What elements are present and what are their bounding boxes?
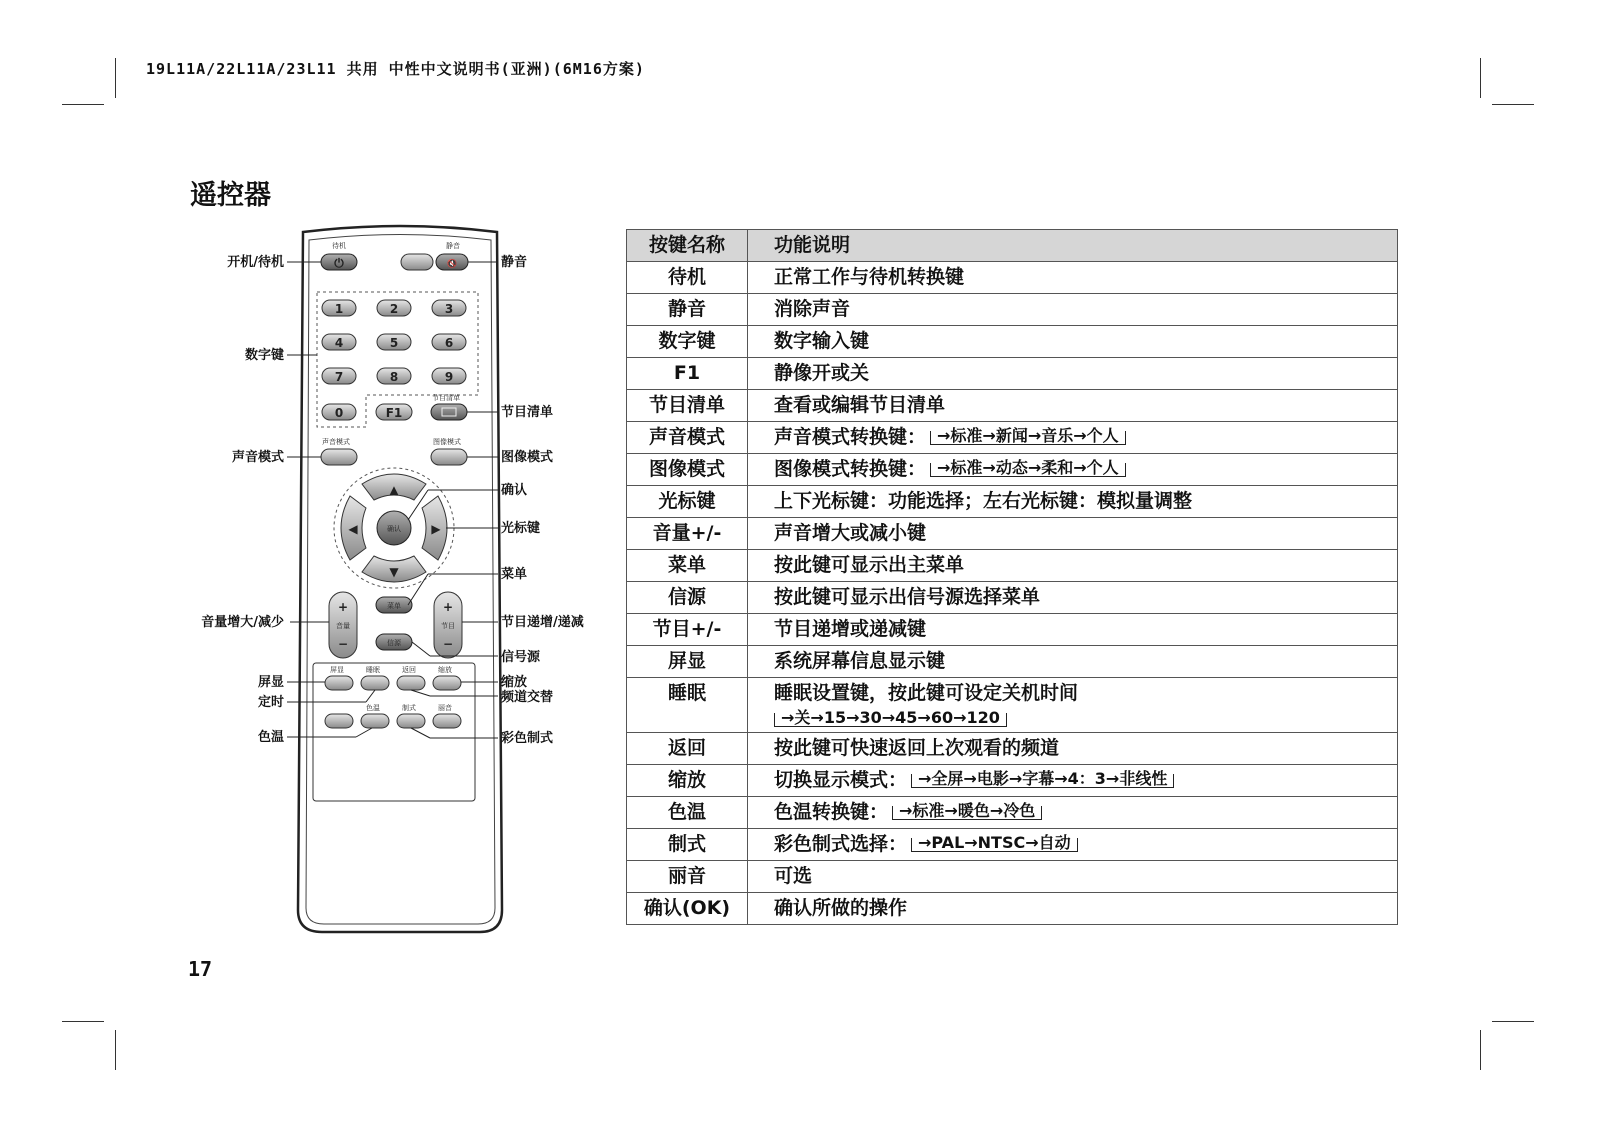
svg-text:−: − bbox=[442, 637, 454, 651]
callout-power: 开机/待机 bbox=[227, 255, 284, 270]
key-name-cell: 静音 bbox=[627, 294, 748, 326]
number-key-label: 1 bbox=[334, 302, 344, 316]
table-row bbox=[627, 486, 1398, 518]
key-name-cell: 数字键 bbox=[627, 326, 748, 358]
function-description-cell bbox=[748, 829, 1398, 861]
callout-sound-mode: 声音模式 bbox=[231, 450, 284, 465]
table-row bbox=[627, 646, 1398, 678]
function-description-cell bbox=[748, 893, 1398, 925]
table-row bbox=[627, 422, 1398, 454]
key-name-cell: 节目+/- bbox=[627, 614, 748, 646]
picture-mode-key-label: 图像模式 bbox=[433, 438, 461, 446]
table-row bbox=[627, 294, 1398, 326]
key-name-cell: 图像模式 bbox=[627, 454, 748, 486]
function-description-cell bbox=[748, 646, 1398, 678]
program-list-button bbox=[431, 404, 467, 420]
svg-text:▼: ▼ bbox=[389, 565, 399, 579]
description-text: 按此键可快速返回上次观看的频道 bbox=[774, 737, 1060, 759]
number-key-label: 5 bbox=[389, 336, 399, 350]
table-row bbox=[627, 893, 1398, 925]
key-name-cell: 待机 bbox=[627, 262, 748, 294]
svg-text:F1: F1 bbox=[385, 406, 403, 420]
function-description-cell bbox=[748, 390, 1398, 422]
page-number: 17 bbox=[188, 957, 213, 981]
crop-mark bbox=[1492, 104, 1534, 105]
table-header-row bbox=[627, 230, 1398, 262]
function-description-cell bbox=[748, 861, 1398, 893]
mute-key-label: 静音 bbox=[446, 242, 460, 250]
description-text: 查看或编辑节目清单 bbox=[774, 394, 946, 416]
description-text: 图像模式转换键： bbox=[774, 458, 927, 480]
description-text: 上下光标键：功能选择；左右光标键：模拟量调整 bbox=[774, 490, 1193, 512]
description-text: 数字输入键 bbox=[774, 330, 870, 352]
description-text: 色温转换键： bbox=[774, 801, 889, 823]
callout-return: 频道交替 bbox=[501, 690, 554, 705]
cycle-sequence: →标准→动态→柔和→个人 bbox=[930, 463, 1126, 477]
page-title: 遥控器 bbox=[190, 180, 271, 211]
cycle-sequence: →关→15→30→45→60→120 bbox=[774, 713, 1007, 727]
table-row bbox=[627, 733, 1398, 765]
svg-text:⏻: ⏻ bbox=[334, 256, 344, 270]
document-header: 19L11A/22L11A/23L11 共用 中性中文说明书(亚洲)(6M16方案) bbox=[146, 60, 645, 78]
key-name-cell: 制式 bbox=[627, 829, 748, 861]
column-header-key-name: 按键名称 bbox=[627, 230, 748, 262]
crop-mark bbox=[1480, 1030, 1481, 1070]
description-text: 确认所做的操作 bbox=[774, 897, 908, 919]
svg-text:▶: ▶ bbox=[431, 522, 441, 536]
table-row bbox=[627, 829, 1398, 861]
crop-mark bbox=[1492, 1021, 1534, 1022]
table-row bbox=[627, 262, 1398, 294]
svg-text:🔇: 🔇 bbox=[447, 259, 457, 268]
callout-source: 信号源 bbox=[501, 650, 541, 665]
function-description-cell bbox=[748, 326, 1398, 358]
table-row bbox=[627, 326, 1398, 358]
blank-button bbox=[325, 714, 353, 728]
callout-cursor: 光标键 bbox=[501, 521, 541, 536]
description-text: 节目递增或递减键 bbox=[774, 618, 927, 640]
cycle-sequence: →标准→暖色→冷色 bbox=[892, 806, 1042, 820]
description-text: 静像开或关 bbox=[774, 362, 870, 384]
power-key-label: 待机 bbox=[332, 242, 346, 250]
svg-text:屏显: 屏显 bbox=[330, 666, 344, 674]
function-description-cell bbox=[748, 262, 1398, 294]
key-name-cell: 信源 bbox=[627, 582, 748, 614]
function-description-cell bbox=[748, 765, 1398, 797]
callout-mute: 静音 bbox=[501, 255, 528, 270]
cycle-sequence: →PAL→NTSC→自动 bbox=[911, 838, 1078, 852]
description-text: 系统屏幕信息显示键 bbox=[774, 650, 946, 672]
key-name-cell: 屏显 bbox=[627, 646, 748, 678]
svg-text:返回: 返回 bbox=[402, 666, 416, 674]
key-name-cell: 光标键 bbox=[627, 486, 748, 518]
svg-text:确认: 确认 bbox=[387, 525, 401, 533]
key-name-cell: 丽音 bbox=[627, 861, 748, 893]
key-name-cell: 声音模式 bbox=[627, 422, 748, 454]
svg-text:丽音: 丽音 bbox=[438, 704, 452, 712]
crop-mark bbox=[1480, 58, 1481, 98]
function-description-cell bbox=[748, 550, 1398, 582]
sound-mode-button bbox=[321, 449, 357, 465]
number-key-label: 8 bbox=[389, 370, 399, 384]
description-text: 睡眠设置键，按此键可设定关机时间 bbox=[774, 682, 1079, 704]
callout-ok: 确认 bbox=[501, 483, 528, 498]
function-description-cell bbox=[748, 733, 1398, 765]
number-key-label: 3 bbox=[444, 302, 454, 316]
key-name-cell: 音量+/- bbox=[627, 518, 748, 550]
callout-sleep: 定时 bbox=[257, 695, 284, 710]
key-name-cell: 节目清单 bbox=[627, 390, 748, 422]
function-description-cell bbox=[748, 518, 1398, 550]
table-row bbox=[627, 390, 1398, 422]
description-text: 切换显示模式： bbox=[774, 769, 908, 791]
display-button bbox=[325, 676, 353, 690]
return-button bbox=[397, 676, 425, 690]
crop-mark bbox=[62, 104, 104, 105]
svg-text:节目: 节目 bbox=[441, 622, 455, 630]
callout-menu: 菜单 bbox=[501, 567, 528, 582]
key-name-cell: 色温 bbox=[627, 797, 748, 829]
blank-button bbox=[401, 254, 433, 270]
color-system-button bbox=[397, 714, 425, 728]
table-row bbox=[627, 358, 1398, 390]
crop-mark bbox=[115, 1030, 116, 1070]
key-function-table bbox=[626, 229, 1398, 925]
callout-display: 屏显 bbox=[257, 675, 284, 690]
svg-text:−: − bbox=[337, 637, 349, 651]
svg-text:菜单: 菜单 bbox=[387, 602, 401, 610]
nicam-button bbox=[433, 714, 461, 728]
function-description-cell bbox=[748, 422, 1398, 454]
function-description-cell bbox=[748, 358, 1398, 390]
table-row bbox=[627, 582, 1398, 614]
description-text: 声音增大或减小键 bbox=[774, 522, 927, 544]
picture-mode-button bbox=[431, 449, 467, 465]
key-name-cell: 确认(OK) bbox=[627, 893, 748, 925]
function-description-cell bbox=[748, 582, 1398, 614]
number-key-label: 2 bbox=[389, 302, 399, 316]
callout-color-temp: 色温 bbox=[257, 730, 284, 745]
column-header-function: 功能说明 bbox=[748, 230, 1398, 262]
svg-text:色温: 色温 bbox=[366, 704, 380, 712]
svg-text:▲: ▲ bbox=[389, 483, 399, 497]
table-row bbox=[627, 861, 1398, 893]
description-text: 按此键可显示出主菜单 bbox=[774, 554, 965, 576]
description-text: 彩色制式选择： bbox=[774, 833, 908, 855]
function-description-cell bbox=[748, 454, 1398, 486]
svg-text:缩放: 缩放 bbox=[438, 666, 452, 674]
number-key-label: 9 bbox=[444, 370, 454, 384]
table-row bbox=[627, 454, 1398, 486]
key-name-cell: 睡眠 bbox=[627, 678, 748, 733]
table-row bbox=[627, 518, 1398, 550]
key-name-cell: F1 bbox=[627, 358, 748, 390]
crop-mark bbox=[115, 58, 116, 98]
key-name-cell: 返回 bbox=[627, 733, 748, 765]
callout-picture-mode: 图像模式 bbox=[501, 450, 554, 465]
number-key-label: 6 bbox=[444, 336, 454, 350]
zoom-button bbox=[433, 676, 461, 690]
description-text: 消除声音 bbox=[774, 298, 851, 320]
sleep-button bbox=[361, 676, 389, 690]
callout-program-list: 节目清单 bbox=[501, 405, 554, 420]
table-row bbox=[627, 678, 1398, 733]
svg-text:制式: 制式 bbox=[402, 704, 416, 712]
callout-color-system: 彩色制式 bbox=[501, 731, 554, 746]
table-row bbox=[627, 797, 1398, 829]
svg-text:◀: ◀ bbox=[348, 522, 358, 536]
remote-control-diagram bbox=[180, 220, 620, 950]
table-row bbox=[627, 614, 1398, 646]
description-text: 声音模式转换键： bbox=[774, 426, 927, 448]
callout-program: 节目递增/递减 bbox=[501, 615, 584, 630]
number-key-label: 0 bbox=[334, 406, 344, 420]
description-text: 可选 bbox=[774, 865, 813, 887]
function-description-cell bbox=[748, 614, 1398, 646]
function-description-cell bbox=[748, 678, 1398, 733]
table-row bbox=[627, 550, 1398, 582]
cycle-sequence: →全屏→电影→字幕→4：3→非线性 bbox=[911, 774, 1174, 788]
prog-list-key-label: 节目清单 bbox=[432, 394, 460, 402]
number-key-label: 4 bbox=[334, 336, 344, 350]
svg-text:睡眠: 睡眠 bbox=[366, 666, 380, 674]
svg-text:+: + bbox=[337, 600, 349, 614]
key-name-cell: 菜单 bbox=[627, 550, 748, 582]
function-description-cell bbox=[748, 797, 1398, 829]
cycle-sequence: →标准→新闻→音乐→个人 bbox=[930, 431, 1126, 445]
callout-volume: 音量增大/减少 bbox=[201, 615, 284, 630]
svg-text:信源: 信源 bbox=[387, 639, 401, 647]
function-description-cell bbox=[748, 294, 1398, 326]
description-text: 按此键可显示出信号源选择菜单 bbox=[774, 586, 1041, 608]
number-key-label: 7 bbox=[334, 370, 344, 384]
callout-zoom: 缩放 bbox=[501, 675, 528, 690]
svg-text:+: + bbox=[442, 600, 454, 614]
table-row bbox=[627, 765, 1398, 797]
color-temp-button bbox=[361, 714, 389, 728]
key-name-cell: 缩放 bbox=[627, 765, 748, 797]
svg-text:音量: 音量 bbox=[336, 622, 350, 630]
description-text: 正常工作与待机转换键 bbox=[774, 266, 965, 288]
crop-mark bbox=[62, 1021, 104, 1022]
function-description-cell bbox=[748, 486, 1398, 518]
callout-number-keys: 数字键 bbox=[244, 348, 284, 363]
sound-mode-key-label: 声音模式 bbox=[322, 438, 350, 446]
